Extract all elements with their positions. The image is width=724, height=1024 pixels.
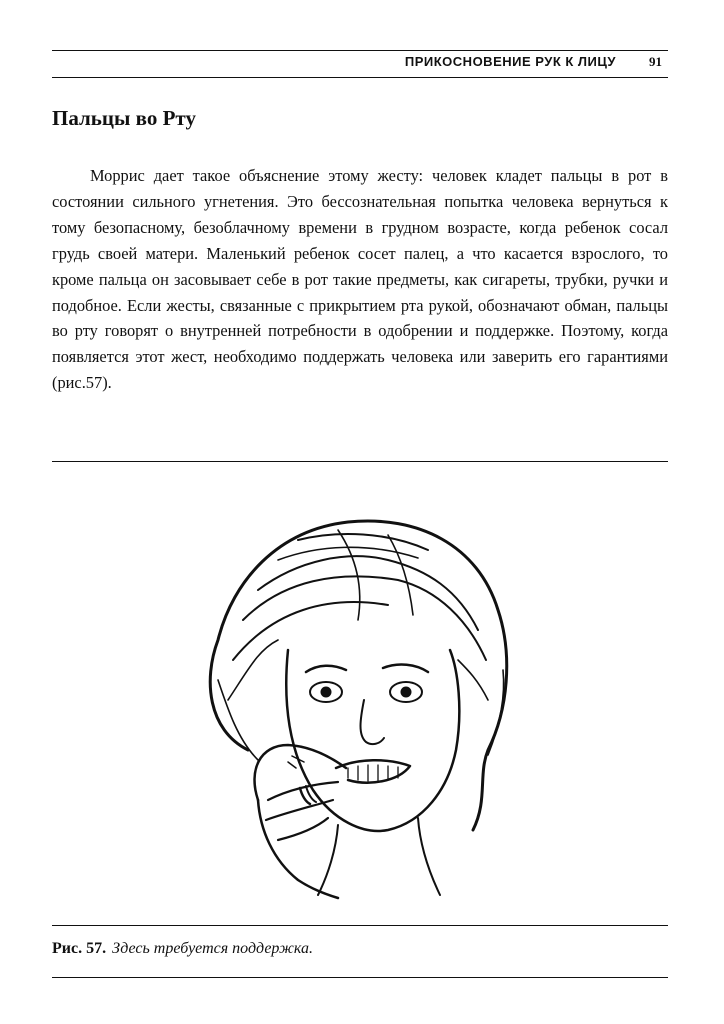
caption-top-rule [52,925,668,926]
page-number: 91 [649,54,662,69]
figure-caption [52,940,313,958]
running-header-title: ПРИКОСНОВЕНИЕ РУК К ЛИЦУ [404,54,616,69]
figure-illustration-woman-biting-fingers [188,500,532,900]
section-title: Пальцы во Рту [52,106,196,130]
body-paragraph: Моррис дает такое объяснение этому жесту: человек кладет пальцы в рот в состоянии сильного угнетения. Это бессознательная попытка человека вернуться к тому безопасному, безоблачному времени в грудном возрасте, когда ребенок сосал грудь своей матери. Маленький ребенок сосет палец, а что касается взрослого, то кроме пальца он засовывает себе в рот такие предметы, как сигареты, трубки, ручки и подобное. Если жесты, связанные с прикрытием рта рукой, обозначают обман, пальцы во рту говорят о внутренней потребности в одобрении и поддержке. Поэтому, когда появляется этот жест, необходимо поддержать человека или заверить его гарантиями (рис.57). [52,166,668,393]
text-bottom-rule [52,461,668,462]
running-header [52,50,668,76]
header-bottom-rule [52,77,668,78]
figure-caption-number: Рис. 57. [52,940,107,957]
figure-caption-text: Здесь требуется поддержка. [112,940,313,957]
caption-bottom-rule [52,977,668,978]
